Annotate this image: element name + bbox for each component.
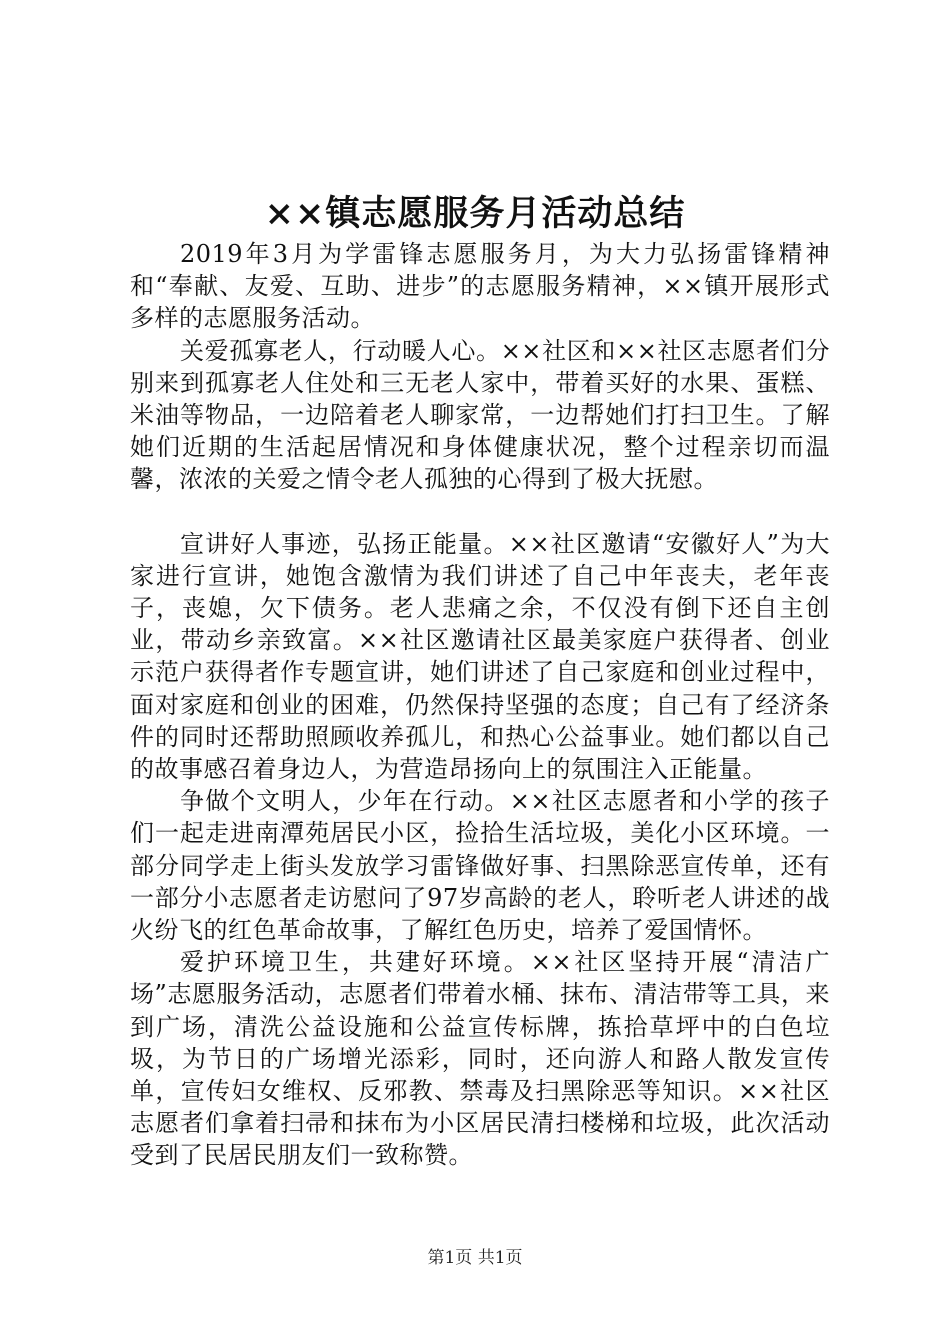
paragraph-environment: 爱护环境卫生，共建好环境。××社区坚持开展“清洁广场”志愿服务活动，志愿者们带着水桶、抹布、清洁带等工具，来到广场，清洗公益设施和公益宣传标牌，拣拾草坪中的白色垃圾，为节日的广场增光添彩，同时，还向游人和路人散发宣传单，宣传妇女维权、反邪教、禁毒及扫黑除恶等知识。××社区志愿者们拿着扫帚和抹布为小区居民清扫楼梯和垃圾，此次活动受到了民居民朋友们一致称赞。 (130, 948, 830, 1170)
paragraph-elderly-care: 关爱孤寡老人，行动暖人心。××社区和××社区志愿者们分别来到孤寡老人住处和三无老人家中，带着买好的水果、蛋糕、米油等物品，一边陪着老人聊家常，一边帮她们打扫卫生。了解她们近期的生活起居情况和身体健康状况，整个过程亲切而温馨，浓浓的关爱之情令老人孤独的心得到了极大抚慰。 (130, 336, 830, 494)
page-footer: 第1页 共1页 (427, 1248, 523, 1268)
paragraph-good-people: 宣讲好人事迹，弘扬正能量。××社区邀请“安徽好人”为大家进行宣讲，她饱含激情为我们讲述了自己中年丧夫，老年丧子，丧媳，欠下债务。老人悲痛之余，不仅没有倒下还自主创业，带动乡亲致富。××社区邀请社区最美家庭户获得者、创业示范户获得者作专题宣讲，她们讲述了自己家庭和创业过程中，面对家庭和创业的困难，仍然保持坚强的态度；自己有了经济条件的同时还帮助照顾收养孤儿，和热心公益事业。她们都以自己的故事感召着身边人，为营造昂扬向上的氛围注入正能量。 (130, 529, 830, 784)
document-body (130, 238, 830, 1172)
document-title: ××镇志愿服务月活动总结 (264, 193, 686, 234)
paragraph-civilized-youth: 争做个文明人，少年在行动。××社区志愿者和小学的孩子们一起走进南潭苑居民小区，捡拾生活垃圾，美化小区环境。一部分同学走上街头发放学习雷锋做好事、扫黑除恶宣传单，还有一部分小志愿者走访慰问了97岁高龄的老人，聆听老人讲述的战火纷飞的红色革命故事，了解红色历史，培养了爱国情怀。 (130, 787, 830, 945)
paragraph-intro: 2019年3月为学雷锋志愿服务月，为大力弘扬雷锋精神和“奉献、友爱、互助、进步”的志愿服务精神，××镇开展形式多样的志愿服务活动。 (130, 240, 830, 333)
